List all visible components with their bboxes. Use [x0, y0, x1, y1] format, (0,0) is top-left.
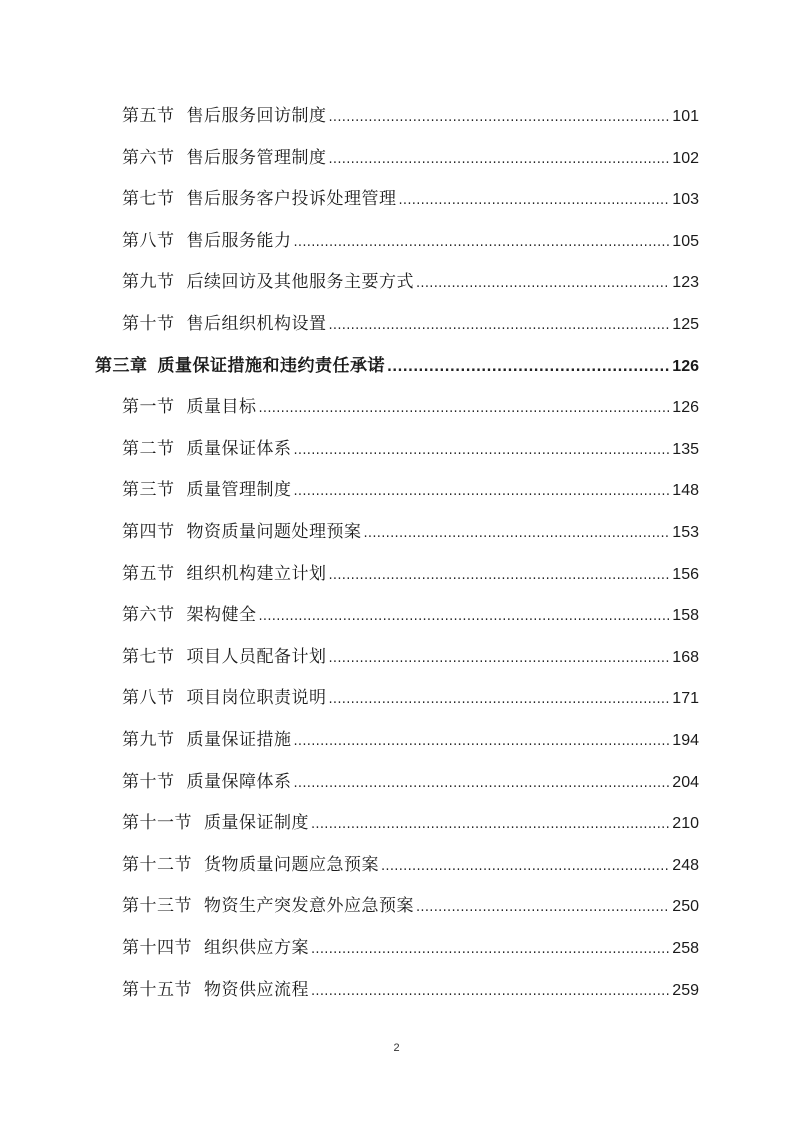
- toc-dot-leader: [294, 772, 670, 796]
- toc-entry[interactable]: [122, 603, 699, 627]
- toc-chapter-label: 第三章: [95, 356, 148, 376]
- toc-entry-title: 售后组织机构设置: [186, 314, 327, 334]
- toc-entry[interactable]: [122, 770, 699, 794]
- toc-entry[interactable]: [122, 229, 699, 253]
- toc-entry-label: 第六节: [122, 148, 175, 168]
- toc-entry[interactable]: [122, 686, 699, 710]
- toc-entry-label: 第二节: [122, 439, 175, 459]
- toc-entry[interactable]: [122, 936, 699, 960]
- toc-entry-label: 第十节: [122, 772, 175, 792]
- toc-entry-label: 第七节: [122, 647, 175, 667]
- toc-entry-page: 103: [672, 191, 699, 208]
- toc-entry-page: 156: [672, 566, 699, 583]
- toc-entry-title: 质量保障体系: [186, 772, 292, 792]
- toc-entry-label: 第六节: [122, 605, 175, 625]
- toc-entry[interactable]: [122, 395, 699, 419]
- toc-entry-title: 组织供应方案: [204, 938, 309, 958]
- toc-dot-leader: [294, 439, 670, 463]
- toc-entry-page: 123: [672, 274, 699, 291]
- toc-chapter-page: 126: [672, 358, 699, 375]
- toc-dot-leader: [294, 480, 670, 504]
- toc-dot-leader: [387, 356, 669, 380]
- toc-entry[interactable]: [122, 104, 699, 128]
- toc-dot-leader: [311, 980, 669, 1004]
- toc-entry-page: 210: [672, 815, 699, 832]
- toc-entry-label: 第三节: [122, 480, 175, 500]
- toc-entry-title: 物资质量问题处理预案: [186, 522, 362, 542]
- toc-entry-label: 第五节: [122, 564, 175, 584]
- toc-entry[interactable]: [122, 187, 699, 211]
- toc-entry-label: 第十一节: [122, 813, 192, 833]
- toc-dot-leader: [259, 605, 670, 629]
- toc-dot-leader: [294, 730, 670, 754]
- page-number: 2: [393, 1042, 400, 1054]
- toc-entry-title: 架构健全: [186, 605, 257, 625]
- toc-entry-title: 售后服务客户投诉处理管理: [186, 189, 397, 209]
- toc-entry-title: 质量保证措施: [186, 730, 292, 750]
- toc-entry[interactable]: [122, 146, 699, 170]
- toc-entry-page: 171: [672, 690, 699, 707]
- toc-entry[interactable]: [122, 478, 699, 502]
- toc-entry-label: 第十五节: [122, 980, 192, 1000]
- toc-entry[interactable]: [122, 894, 699, 918]
- toc-entry-label: 第十节: [122, 314, 175, 334]
- toc-dot-leader: [416, 896, 669, 920]
- toc-entry-title: 售后服务管理制度: [186, 148, 327, 168]
- toc-entry-page: 168: [672, 649, 699, 666]
- toc-entry-page: 148: [672, 482, 699, 499]
- toc-entry-page: 250: [672, 898, 699, 915]
- toc-dot-leader: [329, 314, 670, 338]
- toc-entry[interactable]: [122, 562, 699, 586]
- toc-entry[interactable]: [122, 728, 699, 752]
- toc-entry-title: 物资供应流程: [204, 980, 309, 1000]
- toc-entry-title: 项目岗位职责说明: [186, 688, 327, 708]
- toc-entry-page: 194: [672, 732, 699, 749]
- toc-dot-leader: [329, 106, 670, 130]
- toc-entry-title: 售后服务回访制度: [186, 106, 327, 126]
- toc-entry-page: 125: [672, 316, 699, 333]
- toc-entry-label: 第八节: [122, 231, 175, 251]
- toc-chapter-entry[interactable]: [95, 354, 699, 378]
- toc-entry[interactable]: [122, 978, 699, 1002]
- toc-chapter-title: 质量保证措施和违约责任承诺: [157, 356, 385, 376]
- toc-dot-leader: [311, 938, 669, 962]
- toc-entry-page: 101: [672, 108, 699, 125]
- toc-dot-leader: [329, 688, 670, 712]
- toc-entry-page: 259: [672, 982, 699, 999]
- toc-entry[interactable]: [122, 312, 699, 336]
- toc-entry-page: 204: [672, 774, 699, 791]
- toc-entry-page: 248: [672, 857, 699, 874]
- toc-entry-label: 第十四节: [122, 938, 192, 958]
- toc-entry-title: 质量管理制度: [186, 480, 292, 500]
- toc-entry-label: 第九节: [122, 730, 175, 750]
- toc-entry-label: 第七节: [122, 189, 175, 209]
- toc-entry-label: 第一节: [122, 397, 175, 417]
- toc-entry-title: 售后服务能力: [186, 231, 292, 251]
- toc-dot-leader: [381, 855, 669, 879]
- toc-entry-title: 质量保证体系: [186, 439, 292, 459]
- toc-dot-leader: [399, 189, 670, 213]
- toc-dot-leader: [364, 522, 670, 546]
- toc-dot-leader: [329, 564, 670, 588]
- toc-entry-page: 102: [672, 150, 699, 167]
- toc-entry-page: 135: [672, 441, 699, 458]
- toc-entry-label: 第八节: [122, 688, 175, 708]
- toc-entry-title: 质量目标: [186, 397, 257, 417]
- toc-entry-label: 第五节: [122, 106, 175, 126]
- toc-entry-page: 158: [672, 607, 699, 624]
- toc-entry-label: 第四节: [122, 522, 175, 542]
- toc-dot-leader: [294, 231, 670, 255]
- toc-dot-leader: [311, 813, 669, 837]
- toc-dot-leader: [329, 647, 670, 671]
- toc-dot-leader: [329, 148, 670, 172]
- toc-entry-title: 项目人员配备计划: [186, 647, 327, 667]
- toc-entry[interactable]: [122, 437, 699, 461]
- toc-entry-label: 第九节: [122, 272, 175, 292]
- toc-dot-leader: [259, 397, 670, 421]
- toc-entry-page: 126: [672, 399, 699, 416]
- toc-entry-page: 105: [672, 233, 699, 250]
- toc-entry[interactable]: [122, 520, 699, 544]
- toc-entry-title: 组织机构建立计划: [186, 564, 327, 584]
- toc-entry-label: 第十二节: [122, 855, 192, 875]
- toc-dot-leader: [416, 272, 669, 296]
- toc-entry[interactable]: [122, 270, 699, 294]
- toc-entry-label: 第十三节: [122, 896, 192, 916]
- toc-entry-title: 后续回访及其他服务主要方式: [186, 272, 414, 292]
- toc-entry[interactable]: [122, 811, 699, 835]
- toc-entry-title: 物资生产突发意外应急预案: [204, 896, 414, 916]
- toc-entry[interactable]: [122, 645, 699, 669]
- toc-entry-page: 258: [672, 940, 699, 957]
- toc-entry-title: 货物质量问题应急预案: [204, 855, 379, 875]
- toc-entry-page: 153: [672, 524, 699, 541]
- toc-entry[interactable]: [122, 853, 699, 877]
- toc-entry-title: 质量保证制度: [204, 813, 309, 833]
